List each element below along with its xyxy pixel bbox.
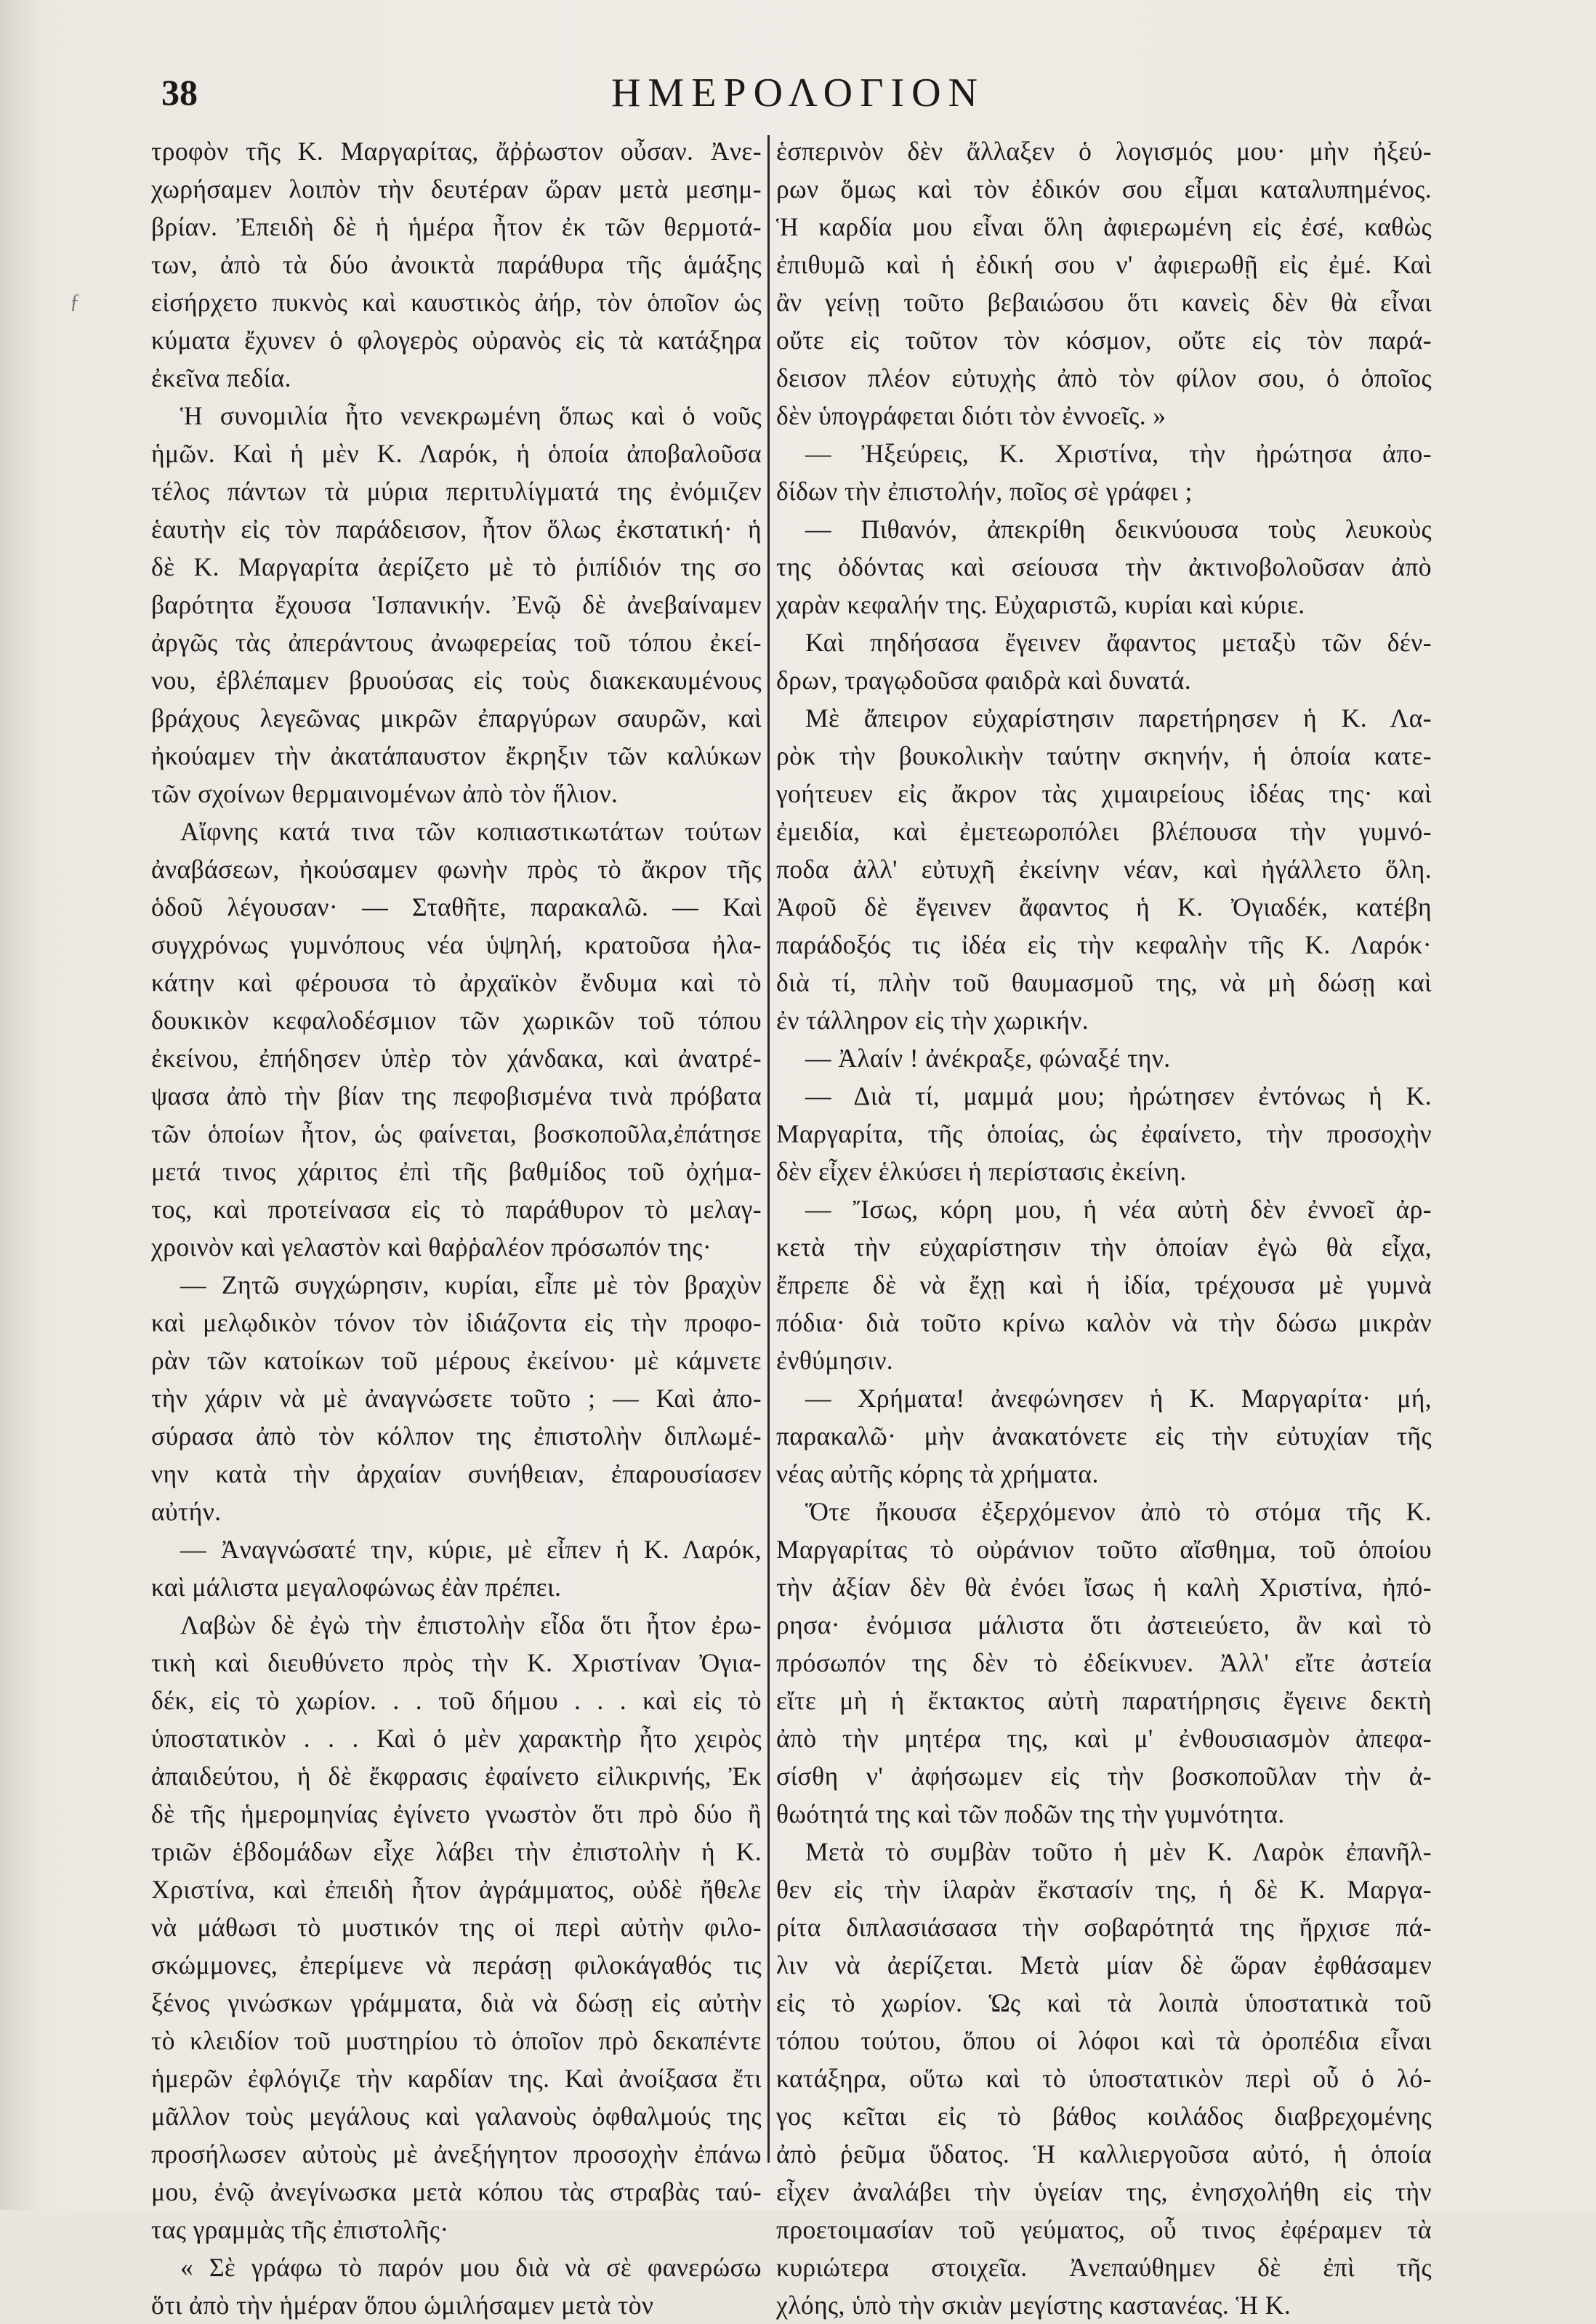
text-line: γος κεῖται εἰς τὸ βάθος κοιλάδος διαβρεχομένης <box>776 2102 1432 2131</box>
text-line: νην κατὰ τὴν ἀρχαίαν συνήθειαν, ἐπαρουσίασεν <box>151 1459 762 1488</box>
text-line: ξένος γινώσκων γράμματα, διὰ νὰ δώσῃ εἰς αὐτὴν <box>151 1988 762 2017</box>
page-edge-shadow <box>0 0 44 2210</box>
text-line: ἐν τάλληρον εἰς τὴν χωρικήν. <box>776 1006 1089 1035</box>
text-line: τέλος πάντων τὰ μύρια περιτυλίγματά της ἐνόμιζεν <box>151 477 762 506</box>
text-line: διὰ τί, πλὴν τοῦ θαυμασμοῦ της, νὰ μὴ δώσῃ καὶ <box>776 968 1432 997</box>
text-line: κατάξηρα, οὕτω καὶ τὸ ὑποστατικὸν περὶ οὗ ὁ λό- <box>776 2064 1432 2093</box>
text-line: δουκικὸν κεφαλοδέσμιον τῶν χωρικῶν τοῦ τόπου <box>151 1006 762 1035</box>
text-line: Μετὰ τὸ συμβὰν τοῦτο ἡ μὲν Κ. Λαρὸκ ἐπανῆλ- <box>805 1837 1432 1866</box>
text-line: σκώμμονες, ἐπερίμενε νὰ περάσῃ φιλοκάγαθός τις <box>151 1950 762 1980</box>
text-line: οὔτε εἰς τοῦτον τὸν κόσμον, οὔτε εἰς τὸν παρά- <box>776 326 1432 355</box>
page-number: 38 <box>161 72 198 113</box>
text-line: προετοιμασίαν τοῦ γεύματος, οὗ τινος ἐφέραμεν τὰ <box>776 2215 1432 2244</box>
text-line: εἶχεν ἀναλάβει τὴν ὑγείαν της, ἐνησχολήθη εἰς τὴν <box>776 2177 1432 2206</box>
text-line: Αἴφνης κατά τινα τῶν κοπιαστικωτάτων τούτων <box>180 817 762 846</box>
text-line: αὐτήν. <box>151 1497 222 1526</box>
text-line: κετὰ τὴν εὐχαρίστησιν τὴν ὁποίαν ἐγὼ θὰ εἶχα, <box>776 1232 1432 1262</box>
text-line: τριῶν ἑβδομάδων εἶχε λάβει τὴν ἐπιστολὴν ἡ Κ. <box>151 1837 762 1866</box>
text-line: παράδοξός τις ἰδέα εἰς τὴν κεφαλὴν τῆς Κ. Λαρόκ· <box>776 930 1432 959</box>
text-line: ἐπιθυμῶ καὶ ἡ ἐδική σου ν' ἀφιερωθῇ εἰς ἐμέ. Καὶ <box>776 250 1432 279</box>
text-line: βαρότητα ἔχουσα Ἱσπανικήν. Ἐνῷ δὲ ἀνεβαίναμεν <box>151 590 762 619</box>
text-line: δὲ Κ. Μαργαρίτα ἀερίζετο μὲ τὸ ῥιπίδιόν της σο <box>151 552 762 581</box>
text-line: δέκ, εἰς τὸ χωρίον. . . τοῦ δήμου . . . καὶ εἰς τὸ <box>151 1686 762 1715</box>
text-line: χωρήσαμεν λοιπὸν τὴν δευτέραν ὥραν μετὰ μεσημ- <box>151 174 762 203</box>
text-line: θωότητά της καὶ τῶν ποδῶν της τὴν γυμνότητα. <box>776 1799 1285 1828</box>
text-line: δεισον πλέον εὐτυχὴς ἀπὸ τὸν φίλον σου, ὁ ὁποῖος <box>776 363 1432 392</box>
page-header <box>161 67 1435 125</box>
text-line: Λαβὼν δὲ ἐγὼ τὴν ἐπιστολὴν εἶδα ὅτι ἦτον ἐρω- <box>180 1610 762 1639</box>
text-line: ἀπαιδεύτου, ἡ δὲ ἔκφρασις ἐφαίνετο εἰλικρινής, Ἐκ <box>151 1762 762 1791</box>
text-line: Μαργαρίτα, τῆς ὁποίας, ὡς ἐφαίνετο, τὴν προσοχὴν <box>776 1119 1432 1148</box>
text-line: δὲν εἶχεν ἑλκύσει ἡ περίστασις ἐκείνη. <box>776 1157 1187 1186</box>
text-line: ἠκούαμεν τὴν ἀκατάπαυστον ἔκρηξιν τῶν καλύκων <box>151 741 762 770</box>
text-line: τὸ κλειδίον τοῦ μυστηρίου τὸ ὁποῖον πρὸ δεκαπέντε <box>151 2026 762 2055</box>
text-line: ἐμειδία, καὶ ἐμετεωροπόλει βλέπουσα τὴν γυμνό- <box>776 817 1432 846</box>
text-line: ἀπὸ τὴν μητέρα της, καὶ μ' ἐνθουσιασμὸν ἀπεφα- <box>776 1724 1432 1753</box>
text-line: ρησα· ἐνόμισα μάλιστα ὅτι ἀστειεύετο, ἂν καὶ τὸ <box>776 1610 1432 1639</box>
text-line: χροινὸν καὶ γελαστὸν καὶ θαῤῥαλέον πρόσωπόν της· <box>151 1232 712 1262</box>
margin-mark: ƒ <box>70 291 80 313</box>
text-line: ἀργῶς τὰς ἀπεράντους ἀνωφερείας τοῦ τόπου ἐκεί- <box>151 628 762 657</box>
text-line: μου, ἐνῷ ἀνεγίνωσκα μετὰ κόπου τὰς στραβὰς ταύ- <box>151 2177 762 2206</box>
left-column <box>151 132 762 2320</box>
text-line: — Πιθανόν, ἀπεκρίθη δεικνύουσα τοὺς λευκοὺς <box>805 515 1432 544</box>
text-line: πρόσωπόν της δὲν τὸ ἐδείκνυεν. Ἀλλ' εἴτε ἀστεία <box>776 1648 1432 1677</box>
text-line: εἰς τὸ χωρίον. Ὡς καὶ τὰ λοιπὰ ὑποστατικὰ τοῦ <box>776 1988 1432 2017</box>
text-line: Ἡ καρδία μου εἶναι ὅλη ἀφιερωμένη εἰς ἐσέ, καθὼς <box>776 212 1432 241</box>
text-line: νέας αὐτῆς κόρης τὰ χρήματα. <box>776 1459 1099 1488</box>
text-line: ἡμερῶν ἐφλόγιζε τὴν καρδίαν της. Καὶ ἀνοίξασα ἔτι <box>151 2064 762 2093</box>
text-line: — Ἀναγνώσατέ την, κύριε, μὲ εἶπεν ἡ Κ. Λαρόκ, <box>180 1535 762 1564</box>
text-line: ἀναβάσεων, ἠκούσαμεν φωνὴν πρὸς τὸ ἄκρον τῆς <box>151 855 762 884</box>
text-line: — Διὰ τί, μαμμά μου; ἠρώτησεν ἐντόνως ἡ Κ. <box>805 1081 1432 1110</box>
text-line: γοήτευεν εἰς ἄκρον τὰς χιμαιρείους ἰδέας της· καὶ <box>776 779 1432 808</box>
text-line: των, ἀπὸ τὰ δύο ἀνοικτὰ παράθυρα τῆς ἁμάξης <box>151 250 762 279</box>
text-line: ρίτα διπλασιάσασα τὴν σοβαρότητά της ἤρχισε πά- <box>776 1913 1432 1942</box>
text-line: — Ἴσως, κόρη μου, ἡ νέα αὐτὴ δὲν ἐννοεῖ ἀρ- <box>805 1195 1432 1224</box>
text-line: συγχρόνως γυμνόπους νέα ὑψηλή, κρατοῦσα ἠλα- <box>151 930 762 959</box>
text-line: δὲν ὑπογράφεται διότι τὸν ἐννοεῖς. » <box>776 401 1166 430</box>
text-line: κάτην καὶ φέρουσα τὸ ἀρχαϊκὸν ἔνδυμα καὶ τὸ <box>151 968 762 997</box>
text-line: ρων ὅμως καὶ τὸν ἐδικόν σου εἶμαι καταλυπημένος. <box>776 174 1432 203</box>
text-line: ρὸκ τὴν βουκολικὴν ταύτην σκηνήν, ἡ ὁποία κατε- <box>776 741 1432 770</box>
text-line: εἰσήρχετο πυκνὸς καὶ καυστικὸς ἀήρ, τὸν ὁποῖον ὡς <box>151 288 762 317</box>
text-line: Μαργαρίτας τὸ οὐράνιον τοῦτο αἴσθημα, τοῦ ὁποίου <box>776 1535 1432 1564</box>
column-divider <box>767 135 770 2163</box>
right-column <box>776 132 1432 2320</box>
text-line: τὴν χάριν νὰ μὲ ἀναγνώσετε τοῦτο ; — Καὶ ἀπο- <box>151 1384 762 1413</box>
text-line: Μὲ ἄπειρον εὐχαρίστησιν παρετήρησεν ἡ Κ. Λα- <box>805 703 1432 733</box>
text-line: τόπου τούτου, ὅπου οἱ λόφοι καὶ τὰ ὀροπέδια εἶναι <box>776 2026 1432 2055</box>
text-line: ψασα ἀπὸ τὴν βίαν της πεφοβισμένα τινὰ πρόβατα <box>151 1081 762 1110</box>
text-line: ὁδοῦ λέγουσαν· — Σταθῆτε, παρακαλῶ. — Καὶ <box>151 892 762 921</box>
text-line: δὲ τῆς ἡμερομηνίας ἐγίνετο γνωστὸν ὅτι πρὸ δύο ἢ <box>151 1799 762 1828</box>
text-line: « Σὲ γράφω τὸ παρόν μου διὰ νὰ σὲ φανερώσω <box>180 2253 762 2282</box>
text-line: χαρὰν κεφαλήν της. Εὐχαριστῶ, κυρίαι καὶ κύριε. <box>776 590 1305 619</box>
text-line: Χριστίνα, καὶ ἐπειδὴ ἦτον ἀγράμματος, οὐδὲ ἤθελε <box>151 1875 762 1904</box>
text-line: τῶν σχοίνων θερμαινομένων ἀπὸ τὸν ἥλιον. <box>151 779 618 808</box>
text-line: Ἡ συνομιλία ἦτο νενεκρωμένη ὅπως καὶ ὁ νοῦς <box>180 401 762 430</box>
text-line: μετά τινος χάριτος ἐπὶ τῆς βαθμίδος τοῦ ὀχήμα- <box>151 1157 762 1186</box>
text-line: — Ἠξεύρεις, Κ. Χριστίνα, τὴν ἠρώτησα ἀπο- <box>805 439 1432 468</box>
text-line: ὅτι ἀπὸ τὴν ἡμέραν ὅπου ὡμιλήσαμεν μετὰ τὸν <box>151 2291 654 2320</box>
text-line: βράχους λεγεῶνας μικρῶν ἐπαργύρων σαυρῶν, καὶ <box>151 703 762 733</box>
text-line: δρων, τραγῳδοῦσα φαιδρὰ καὶ δυνατά. <box>776 666 1191 695</box>
text-line: νου, ἐβλέπαμεν βρυούσας εἰς τοὺς διακεκαυμένους <box>151 666 762 695</box>
text-line: ἀπὸ ῥεῦμα ὕδατος. Ἡ καλλιεργοῦσα αὐτό, ἡ ὁποία <box>776 2139 1432 2168</box>
text-line: τας γραμμὰς τῆς ἐπιστολῆς· <box>151 2215 449 2244</box>
text-line: ὑποστατικὸν . . . Καὶ ὁ μὲν χαρακτὴρ ἦτο χειρὸς <box>151 1724 762 1753</box>
text-line: της ὀδόντας καὶ σείουσα τὴν ἀκτινοβολοῦσαν ἀπὸ <box>776 552 1432 581</box>
text-line: ἑαυτὴν εἰς τὸν παράδεισον, ἦτον ὅλως ἐκστατική· ἡ <box>151 515 762 544</box>
text-line: ἑσπερινὸν δὲν ἄλλαξεν ὁ λογισμός μου· μὴν ἠξεύ- <box>776 137 1432 166</box>
text-line: κυριώτερα στοιχεῖα. Ἀνεπαύθημεν δὲ ἐπὶ τῆς <box>776 2253 1432 2282</box>
text-line: σίσθη ν' ἀφήσωμεν εἰς τὴν βοσκοποῦλαν τὴν ἀ- <box>776 1762 1432 1791</box>
text-line: βρίαν. Ἐπειδὴ δὲ ἡ ἡμέρα ἦτον ἐκ τῶν θερμοτά- <box>151 212 762 241</box>
text-line: χλόης, ὑπὸ τὴν σκιὰν μεγίστης καστανέας. Ἡ Κ. <box>776 2291 1291 2320</box>
text-line: ποδα ἀλλ' εὐτυχῆ ἐκείνην νέαν, καὶ ἠγάλλετο ὅλη. <box>776 855 1432 884</box>
text-line: παρακαλῶ· μὴν ἀνακατόνετε εἰς τὴν εὐτυχίαν τῆς <box>776 1421 1432 1451</box>
text-line: καὶ μελῳδικὸν τόνον τὸν ἰδιάζοντα εἰς τὴν προφο- <box>151 1308 762 1337</box>
text-line: πόδια· διὰ τοῦτο κρίνω καλὸν νὰ τὴν δώσω μικρὰν <box>776 1308 1432 1337</box>
text-line: ἐνθύμησιν. <box>776 1346 894 1375</box>
text-line: ἔπρεπε δὲ νὰ ἔχῃ καὶ ἡ ἰδία, τρέχουσα μὲ γυμνὰ <box>776 1270 1432 1299</box>
text-line: ἡμῶν. Καὶ ἡ μὲν Κ. Λαρόκ, ἡ ὁποία ἀποβαλοῦσα <box>151 439 762 468</box>
text-line: προσήλωσεν αὐτοὺς μὲ ἀνεξήγητον προσοχὴν ἐπάνω <box>151 2139 762 2168</box>
text-line: — Ζητῶ συγχώρησιν, κυρίαι, εἶπε μὲ τὸν βραχὺν <box>180 1270 762 1299</box>
text-line: ρὰν τῶν κατοίκων τοῦ μέρους ἐκείνου· μὲ κάμνετε <box>151 1346 762 1375</box>
text-line: ἐκείνου, ἐπήδησεν ὑπὲρ τὸν χάνδακα, καὶ ἀνατρέ- <box>151 1044 762 1073</box>
text-line: δίδων τὴν ἐπιστολήν, ποῖος σὲ γράφει ; <box>776 477 1193 506</box>
text-line: τροφὸν τῆς Κ. Μαργαρίτας, ἄῤῥωστον οὖσαν. Ἀνε- <box>151 137 762 166</box>
text-line: τῶν ὁποίων ἦτον, ὡς φαίνεται, βοσκοποῦλα,ἐπάτησε <box>151 1119 762 1148</box>
text-line: ἐκεῖνα πεδία. <box>151 363 291 392</box>
text-line: Ὅτε ἤκουσα ἐξερχόμενον ἀπὸ τὸ στόμα τῆς Κ. <box>805 1497 1432 1526</box>
text-line: τος, καὶ προτείνασα εἰς τὸ παράθυρον τὸ μελαγ- <box>151 1195 762 1224</box>
text-line: λιν νὰ ἀερίζεται. Μετὰ μίαν δὲ ὥραν ἐφθάσαμεν <box>776 1950 1432 1980</box>
text-line: κύματα ἔχυνεν ὁ φλογερὸς οὐρανὸς εἰς τὰ κατάξηρα <box>151 326 762 355</box>
text-line: — Ἀλαίν ! ἀνέκραξε, φώναξέ την. <box>805 1044 1171 1073</box>
text-line: ἂν γείνῃ τοῦτο βεβαιώσου ὅτι κανεὶς δὲν θὰ εἶναι <box>776 288 1432 317</box>
text-line: θεν εἰς τὴν ἱλαρὰν ἔκστασίν της, ἡ δὲ Κ. Μαργα- <box>776 1875 1432 1904</box>
text-line: νὰ μάθωσι τὸ μυστικόν της οἱ περὶ αὐτὴν φιλο- <box>151 1913 762 1942</box>
text-line: — Χρήματα! ἀνεφώνησεν ἡ Κ. Μαργαρίτα· μή, <box>805 1384 1432 1413</box>
text-line: Καὶ πηδήσασα ἔγεινεν ἄφαντος μεταξὺ τῶν δέν- <box>805 628 1432 657</box>
text-line: μᾶλλον τοὺς μεγάλους καὶ γαλανοὺς ὀφθαλμούς της <box>151 2102 762 2131</box>
running-title: ΗΜΕΡΟΛΟΓΙΟΝ <box>610 70 985 116</box>
text-line: σύρασα ἀπὸ τὸν κόλπον της ἐπιστολὴν διπλωμέ- <box>151 1421 762 1451</box>
text-line: εἴτε μὴ ἡ ἔκτακτος αὐτὴ παρατήρησις ἔγεινε δεκτὴ <box>776 1686 1432 1715</box>
text-line: καὶ μάλιστα μεγαλοφώνως ἐὰν πρέπει. <box>151 1573 562 1602</box>
text-line: Ἀφοῦ δὲ ἔγεινεν ἄφαντος ἡ Κ. Ὀγιαδέκ, κατέβη <box>776 892 1432 921</box>
text-line: τικὴ καὶ διευθύνετο πρὸς τὴν Κ. Χριστίναν Ὀγια- <box>151 1648 762 1677</box>
text-line: τὴν ἀξίαν δὲν θὰ ἐνόει ἴσως ἡ καλὴ Χριστίνα, ἠπό- <box>776 1573 1432 1602</box>
